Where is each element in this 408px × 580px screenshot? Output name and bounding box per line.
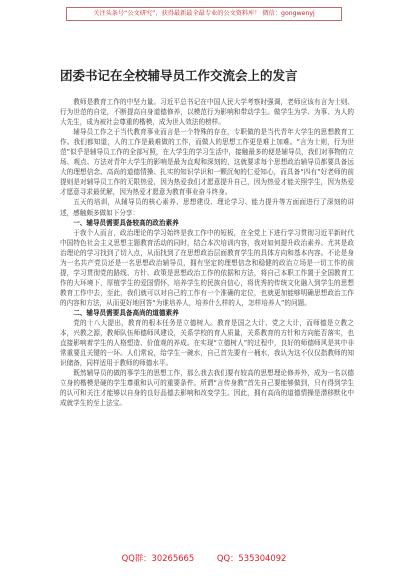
paragraph: 教师是教育工作的中坚力量。习近平总书记在中国人民大学考察时强调，老师应该有言为士则、行为世范的自觉，不断提高自身道德修养，以模范行为影响和带动学生。做学生为学、为事、为人的大先生，成为被社会尊重的楷模，成为世人效法的榜样。 xyxy=(60,98,354,127)
section-heading: 二、辅导员需要具备高尚的道德素养 xyxy=(73,308,179,317)
paragraph: 既然辅导员的做的事学生的思想工作，那么我去我们要有较高的思想理论修养外，成为一名以德立身的楷模是硬的学生尊重和认可的重要条件。所谓“言传身教”首先自己要能够做到，只有得到学生的认可和关注才能够以自身的良好品德去影响和改变学生。因此，拥有高尚的道德情操是潜移默化中成就学生的至上法宝。 xyxy=(60,369,354,408)
paragraph: 辅导员工作之于当代教育事业而言是一个特殊的存在，专职做的是当代青年大学生的思想教育工作。我们都知道，人的工作是最难做的工作，而做人的思想工作更是难上加难。“言为士则，行为世范”似乎是辅导员工作的全部写照，在大学生的学习生活中，接触最多的便是辅导员，我们对事物的立场、观点、方法对青年大学生的影响是最为直观和深刻的，这就要求每个思想政治辅导员都要具备远大的理想信念、高尚的道德情操、扎实的知识学识和一颗沉甸的仁爱知心，而具备“四有”好老师的前提则是对辅导员工作的无限热爱，因为热爱我们才愿意提升自己，因为热爱才能关照学生，因为热爱才愿意寻求最优解，因为热爱才愿意为教育事业奋斗终身。 xyxy=(60,128,354,197)
header-banner: 关注头条号“公文研究”，获得最新最全最专业的公文资料库！ 微信：gongwenyj xyxy=(66,7,342,21)
document-body xyxy=(60,97,354,408)
footer xyxy=(0,552,408,564)
footer-qq: QQ：535304092 xyxy=(216,553,287,563)
paragraph: 五天的培训，从辅导员的核心素养、思想建设、理论学习、能力提升等方面面进行了深刻的讲述，感触颇多做如下分享： xyxy=(60,198,354,217)
footer-qq-group: QQ群：30265665 xyxy=(121,553,195,563)
paragraph: 党的十八大提出，教育的根本任务是立德树人。教育是国之大计、党之大计，而师德是立教之本，兴教之源，教师队伍师德师风建设，关系学校的育人质量，关系教育的方针和方向能否落实，也直接影响着学生的人格塑造、价值观的养成。在实现“立德树人”的过程中，良好的师德师风是其中非常重要且关键的一环。人们常说，给学生一碗水，自己首先要有一桶水，我认为这不仅仅指教师的知识储备，同样适用于教师的师德水平。 xyxy=(60,319,354,368)
document-title: 团委书记在全校辅导员工作交流会上的发言 xyxy=(60,68,298,83)
section-heading: 一、辅导员需要具备较高的政治素养 xyxy=(73,218,179,227)
paragraph: 于我个人而言，政治理论的学习始终是我工作中的短板，在全党上下进行学习贯彻习近平新时代中国特色社会主义思想主题教育活动的同时，结合本次培训内容，我对如何提升政治素养、尤其是政治理论的学习找到了切入点，从而找到了在思想政治层面教育学生的具体方向和基本内容。不论是身为一名共产党员还是一名思想政治辅导员，拥有坚定的理想信念和稳健的政治立场是一切工作的前提，学习贯彻党的路线、方针、政策是思想政治工作的依据和方法，将自己本职工作置于全国教育工作的大环境下，厚植学生的爱国情怀，培养学生的民族自信心，将优秀的传统文化融入到学生的思想教育工作中去，至此，我们就可以对自己的工作有一个准确的定位，也就更加能够明确思想政治工作的内容和方法，从而更好地回答“为谁培养人，培养什么样的人，怎样培养人”的问题。 xyxy=(60,228,354,307)
